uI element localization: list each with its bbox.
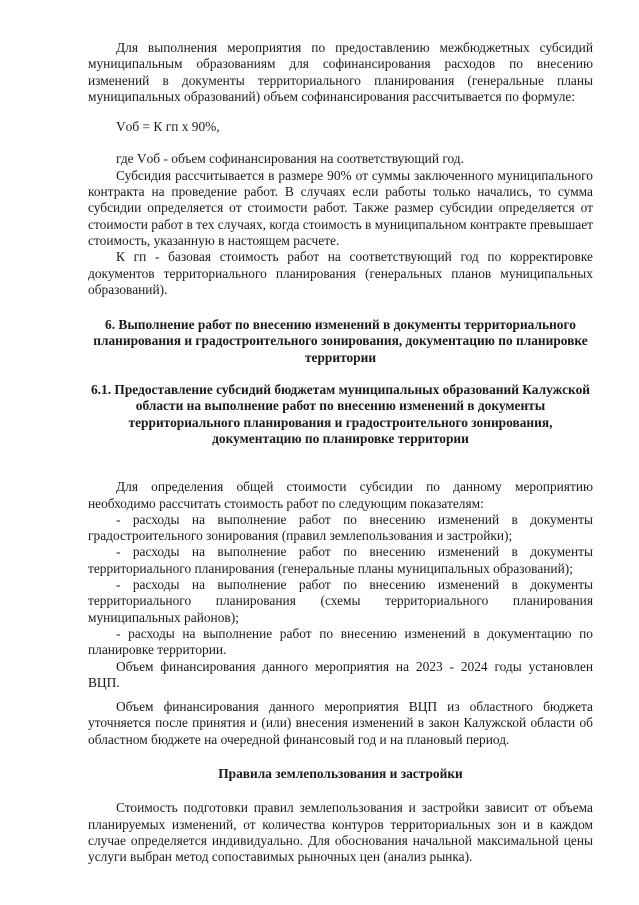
paragraph-funding-clarification: Объем финансирования данного мероприятия ВЦП из областного бюджета уточняется после принятия и (или) внесения изменений в закон Калужской области об областном бюджете на очередной финансовый год и на плановый период. [88,699,593,747]
list-item: - расходы на выполнение работ по внесению изменений в документацию по планировке территории. [88,625,593,658]
list-item: - расходы на выполнение работ по внесению изменений в документы территориального планирования (генеральные планы муниципальных образований); [88,544,593,576]
list-item: - расходы на выполнение работ по внесению изменений в документы градостроительного зонирования (правил землепользования и застройки); [88,511,593,544]
paragraph-base-cost: К гп - базовая стоимость работ на соответствующий год по корректировке документов территориального планирования (генеральных планов муниципальных образований). [88,249,593,297]
rules-heading: Правила землепользования и застройки [218,765,463,781]
document-page [88,40,593,865]
paragraph-rules-cost: Стоимость подготовки правил землепользования и застройки зависит от объема планируемых изменений, от количества контуров территориальных зон и в каждом случае определяется индивидуально. Для обоснования начальной максимальной цены услуги выбран метод сопоставимых рыночных цен (анализ рынка). [88,800,593,865]
formula: Vоб = К гп х 90%, [116,119,220,135]
section-6-heading: 6. Выполнение работ по внесению изменений в документы территориального планирования и градостроительного зонирования, документацию по планировке территории [93,317,588,365]
section-6-1-heading: 6.1. Предоставление субсидий бюджетам муниципальных образований Калужской области на выполнение работ по внесению изменений в документы территориального планирования и градостроительного зонирования, документацию по планировке территории [90,382,591,446]
paragraph-formula-legend: где Vоб - объем софинансирования на соответствующий год. [116,151,464,167]
list-item: - расходы на выполнение работ по внесению изменений в документы территориального планирования (схемы территориального планирования муниципальных районов); [88,577,593,625]
paragraph-intro: Для выполнения мероприятия по предоставлению межбюджетных субсидий муниципальным образованиям для софинансирования расходов по внесению изменений в документы территориального планирования (генеральные планы муниципальных образований) объем софинансирования рассчитывается по формуле: [88,40,593,104]
paragraph-cost-indicators: Для определения общей стоимости субсидии по данному мероприятию необходимо рассчитать стоимость работ по следующим показателям: [88,479,593,511]
paragraph-subsidy: Субсидия рассчитывается в размере 90% от суммы заключенного муниципального контракта на проведение работ. В случаях если работы только начались, то сумма субсидии определяется от стоимости работ. Также размер субсидии определяется от стоимости работ в тех случаях, когда стоимость в муниципальном контракте превышает стоимость, указанную в настоящем расчете. [88,167,593,248]
paragraph-funding-volume: Объем финансирования данного мероприятия на 2023 - 2024 годы установлен ВЦП. [88,658,593,690]
